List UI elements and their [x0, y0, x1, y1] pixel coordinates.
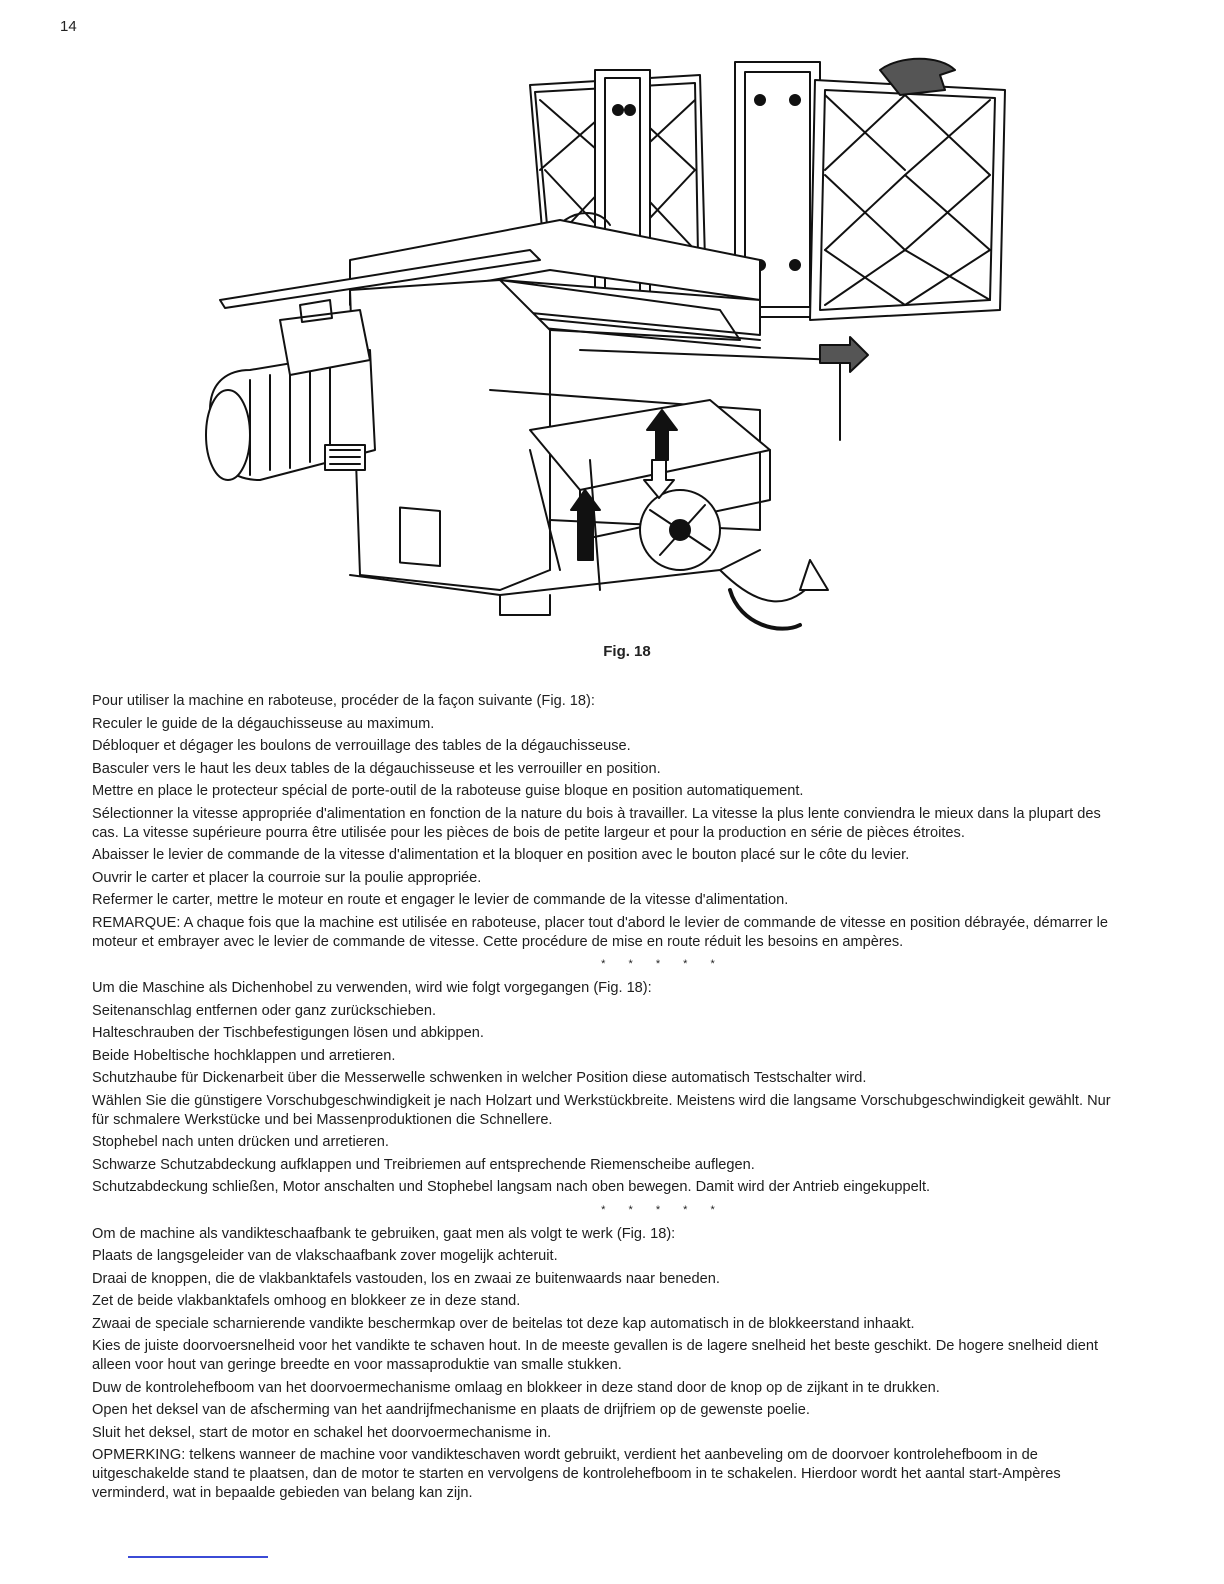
paragraph: Refermer le carter, mettre le moteur en route et engager le levier de commande de la vitesse d'alimentation.	[92, 892, 789, 908]
paragraph: Kies de juiste doorvoersnelheid voor het vandikte te schaven hout. In de meeste gevallen is de lagere snelheid het beste geschikt. De hogere snelheid dient alleen voor hout van geringe breedte en voor massaproduktie van smalle stukken.	[92, 1338, 1098, 1373]
paragraph: Schutzabdeckung schließen, Motor anschalten und Stophebel langsam nach oben bewegen. Damit wird der Antrieb eingekuppelt.	[92, 1179, 931, 1195]
paragraph: Sélectionner la vitesse appropriée d'alimentation en fonction de la nature du bois à travailler. La vitesse la plus lente conviendra le mieux dans la plupart des cas. La vitesse supérieure pourra être utilisée pour les pièces de bois de petite largeur et pour la production en série de pièces étroites.	[92, 805, 1101, 841]
figure-caption: Fig. 18	[603, 643, 651, 660]
right-raised-table	[735, 59, 1005, 320]
paragraph: Débloquer et dégager les boulons de verrouillage des tables de la dégauchisseuse.	[92, 738, 631, 754]
paragraph: Beide Hobeltische hochklappen und arretieren.	[92, 1047, 396, 1064]
paragraph: OPMERKING: telkens wanneer de machine voor vandikteschaven wordt gebruikt, verdient het aanbeveling om de doorvoer kontrolehefboom in de uitgeschakelde stand te plaatsen, dan de motor te starten en vervolgens de kontrolehefboom in te schakelen. Hierdoor wordt het aantal start-Ampères verminderd, wat in bepaalde gebieden van belang kan zijn.	[92, 1447, 1061, 1501]
paragraph: Wählen Sie die günstigere Vorschubgeschwindigkeit je nach Holzart und Werkstückbreite. Meistens wird die langsame Vorschubgeschwindigkeit gewählt. Nur für schmalere Werkstücke und bei Massenproduktionen die Schnellere.	[92, 1092, 1111, 1128]
paragraph: Um die Maschine als Dichenhobel zu verwenden, wird wie folgt vorgegangen (Fig. 18):	[92, 980, 652, 996]
paragraph: Schutzhaube für Dickenarbeit über die Messerwelle schwenken in welcher Position diese automatisch Testschalter wird.	[92, 1070, 867, 1086]
paragraph: Ouvrir le carter et placer la courroie sur la poulie appropriée.	[92, 869, 482, 886]
paragraph: Sluit het deksel, start de motor en schakel het doorvoermechanisme in.	[92, 1424, 552, 1441]
paragraph: Plaats de langsgeleider van de vlakschaafbank zover mogelijk achteruit.	[92, 1248, 558, 1264]
section-separator: * * * * *	[601, 958, 725, 970]
section-separator: * * * * *	[601, 1203, 725, 1216]
paragraph: Basculer vers le haut les deux tables de la dégauchisseuse et les verrouiller en position.	[92, 760, 661, 777]
planer-machine-illustration	[200, 50, 1020, 640]
paragraph: Om de machine als vandikteschaafbank te gebruiken, gaat men als volgt te werk (Fig. 18):	[92, 1225, 676, 1242]
french-instructions	[92, 692, 1114, 1507]
paragraph: Pour utiliser la machine en raboteuse, procéder de la façon suivante (Fig. 18):	[92, 693, 595, 709]
paragraph: Seitenanschlag entfernen oder ganz zurückschieben.	[92, 1002, 436, 1019]
paragraph: Schwarze Schutzabdeckung aufklappen und Treibriemen auf entsprechende Riemenscheibe auflegen.	[92, 1156, 755, 1173]
page-number: 14	[60, 18, 77, 35]
paragraph: Duw de kontrolehefboom van het doorvoermechanisme omlaag en blokkeer in deze stand door de knop op de zijkant in te drukken.	[92, 1379, 940, 1396]
paragraph: Draai de knoppen, die de vlakbanktafels vastouden, los en zwaai ze buitenwaards naar beneden.	[92, 1270, 720, 1287]
paragraph: Reculer le guide de la dégauchisseuse au maximum.	[92, 715, 435, 732]
paragraph: REMARQUE: A chaque fois que la machine est utilisée en raboteuse, placer tout d'abord le levier de commande de vitesse en position débrayée, démarrer le moteur et embrayer avec le levier de commande de vitesse. Cette procédure de mise en route réduit les besoins en ampères.	[92, 914, 1108, 950]
paragraph: Zet de beide vlakbanktafels omhoog en blokkeer ze in deze stand.	[92, 1293, 521, 1309]
paragraph: Open het deksel van de afscherming van het aandrijfmechanisme en plaats de drijfriem op de gewenste poelie.	[92, 1402, 810, 1418]
motor	[206, 300, 375, 480]
paragraph: Zwaai de speciale scharnierende vandikte beschermkap over de beitelas tot deze kap automatisch in de blokkeerstand inhaakt.	[92, 1315, 915, 1332]
paragraph: Halteschrauben der Tischbefestigungen lösen und abkippen.	[92, 1025, 484, 1041]
paragraph: Mettre en place le protecteur spécial de porte-outil de la raboteuse guise bloque en position automatiquement.	[92, 783, 804, 799]
paragraph: Abaisser le levier de commande de la vitesse d'alimentation et la bloquer en position avec le bouton placé sur le côte du levier.	[92, 847, 910, 863]
footer-rule	[128, 1556, 268, 1558]
thickness-table	[530, 400, 828, 629]
paragraph: Stophebel nach unten drücken und arretieren.	[92, 1134, 389, 1150]
